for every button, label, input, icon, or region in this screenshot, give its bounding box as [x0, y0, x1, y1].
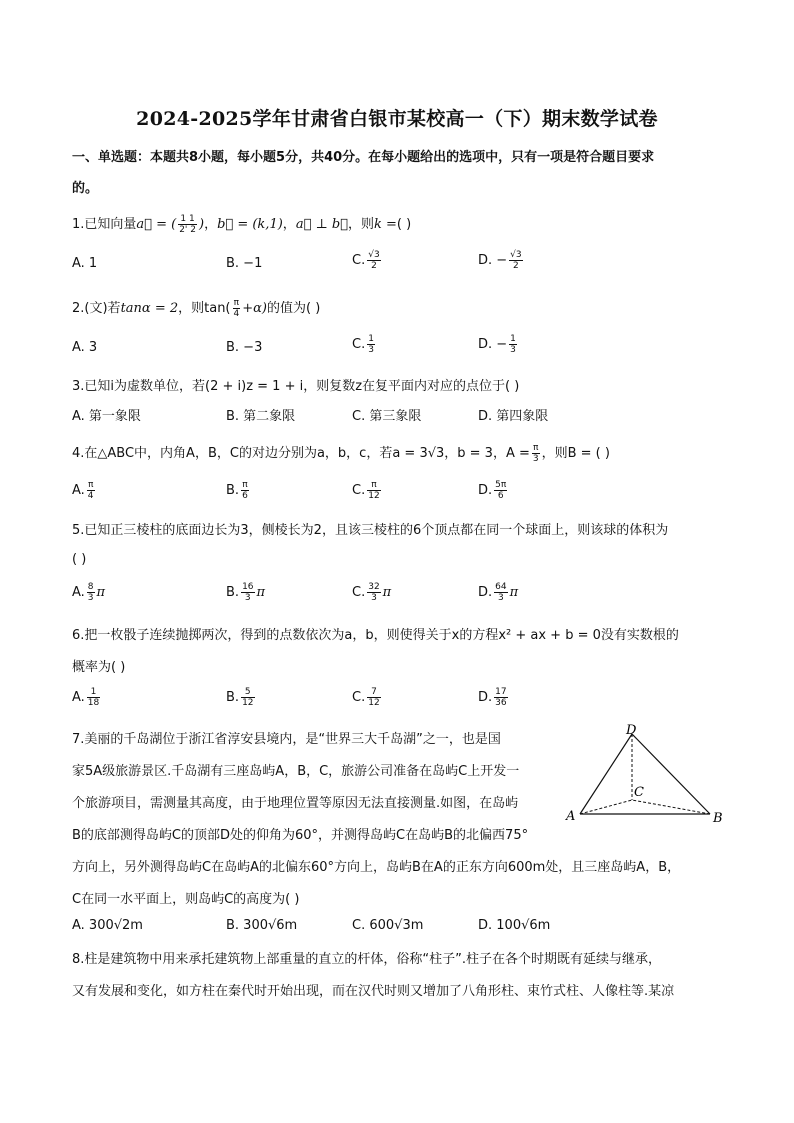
q2-option-b: B. −3 — [226, 340, 263, 355]
q2-option-c: C. $\frac{1}{3}$ — [352, 334, 374, 355]
q4-option-a: A. $\frac{\pi}{4}$ — [72, 480, 94, 501]
q2-option-a: A. 3 — [72, 340, 98, 355]
q7-option-c: C. 600√3m — [352, 918, 424, 933]
q4-option-d: D. $\frac{5\pi}{6}$ — [478, 480, 507, 501]
q1-text: 1.已知向量 — [72, 217, 137, 232]
question-4: 4.在△ABC中，内角A，B，C的对边分别为a，b，c，若a = 3√3，b = 3，A = $\frac{\pi}{3}$ ，则B = ( ) — [72, 443, 610, 464]
question-8-line2: 又有发展和变化，如方柱在秦代时开始出现，而在汉代时则又增加了八角形柱、束竹式柱、人像柱等.某凉 — [72, 984, 675, 999]
tetrahedron-diagram — [560, 724, 740, 834]
page-title: 2024-2025学年甘肃省白银市某校高一（下）期末数学试卷 — [136, 108, 658, 130]
question-7-line6: C在同一水平面上，则岛屿C的高度为( ) — [72, 892, 300, 907]
q1-frac: $\frac{1 1}{2' 2}$ — [179, 214, 196, 235]
q3-option-d: D. 第四象限 — [478, 409, 549, 424]
q5-option-d: D. $\frac{64}{3}$ π — [478, 582, 519, 603]
question-7-line2: 家5A级旅游景区.千岛湖有三座岛屿A，B，C，旅游公司准备在岛屿C上开发一 — [72, 764, 520, 779]
q1-vec-a: a⃗ = ( — [136, 217, 177, 232]
q1-option-a: A. 1 — [72, 256, 98, 271]
label-c: C — [634, 785, 644, 800]
q2-option-d: D. − $\frac{1}{3}$ — [478, 334, 516, 355]
section-instructions-cont: 的。 — [72, 181, 99, 196]
q1-perp: a⃗ ⊥ b⃗ — [295, 217, 348, 232]
q7-option-b: B. 300√6m — [226, 918, 298, 933]
question-7-line4: B的底部测得岛屿C的顶部D处的仰角为60°，并测得岛屿C在岛屿B的北偏西75° — [72, 828, 529, 843]
q6-option-c: C. $\frac{7}{12}$ — [352, 687, 380, 708]
section-instructions: 一、单选题：本题共8小题，每小题5分，共40分。在每小题给出的选项中，只有一项是符合题目要求 — [72, 150, 655, 165]
question-8: 8.柱是建筑物中用来承托建筑物上部重量的直立的杆体，俗称“柱子”.柱子在各个时期既有延续与继承， — [72, 952, 662, 967]
q7-option-d: D. 100√6m — [478, 918, 551, 933]
label-b: B — [713, 811, 723, 826]
question-3: 3.已知i为虚数单位，若(2 + i)z = 1 + i，则复数z在复平面内对应的点位于( ) — [72, 379, 520, 394]
q5-option-b: B. $\frac{16}{3}$ π — [226, 582, 266, 603]
question-7-line5: 方向上，另外测得岛屿C在岛屿A的北偏东60°方向上，岛屿B在A的正东方向600m处，且三座岛屿A，B， — [72, 860, 681, 875]
label-d: D — [626, 724, 637, 738]
question-7-line3: 个旅游项目，需测量其高度，由于地理位置等原因无法直接测量.如图，在岛屿 — [72, 796, 519, 811]
q6-option-a: A. $\frac{1}{18}$ — [72, 687, 100, 708]
q6-option-b: B. $\frac{5}{12}$ — [226, 687, 254, 708]
q3-option-a: A. 第一象限 — [72, 409, 141, 424]
question-5: 5.已知正三棱柱的底面边长为3，侧棱长为2，且该三棱柱的6个顶点都在同一个球面上，则该球的体积为 — [72, 523, 669, 538]
q1-option-b: B. −1 — [226, 256, 263, 271]
question-1: 1.已知向量a⃗ = ( $\frac{1 1}{2' 2}$ )，b⃗ = (k,1)，a⃗ ⊥ b⃗，则k =( ) — [72, 214, 412, 235]
label-a: A — [566, 809, 576, 824]
q4-option-c: C. $\frac{\pi}{12}$ — [352, 480, 380, 501]
q5-option-a: A. $\frac{8}{3}$ π — [72, 582, 106, 603]
q7-option-a: A. 300√2m — [72, 918, 143, 933]
q3-option-c: C. 第三象限 — [352, 409, 422, 424]
q3-option-b: B. 第二象限 — [226, 409, 296, 424]
q4-option-b: B. $\frac{\pi}{6}$ — [226, 480, 248, 501]
q1-option-c: C. $\frac{√3}{2}$ — [352, 250, 380, 271]
q1-option-d: D. − $\frac{√3}{2}$ — [478, 250, 522, 271]
q6-option-d: D. $\frac{17}{36}$ — [478, 687, 507, 708]
question-6: 6.把一枚骰子连续抛掷两次，得到的点数依次为a，b，则使得关于x的方程x² + ax + b = 0没有实数根的 — [72, 628, 679, 643]
question-7: 7.美丽的千岛湖位于浙江省淳安县境内，是“世界三大千岛湖”之一，也是国 — [72, 732, 501, 747]
q1-vec-b: b⃗ = (k,1) — [217, 217, 283, 232]
question-2: 2.(文)若tanα = 2，则tan( $\frac{\pi}{4}$ +α)的值为( ) — [72, 298, 321, 319]
question-5-cont: ( ) — [72, 552, 87, 567]
q5-option-c: C. $\frac{32}{3}$ π — [352, 582, 392, 603]
question-6-cont: 概率为( ) — [72, 660, 126, 675]
